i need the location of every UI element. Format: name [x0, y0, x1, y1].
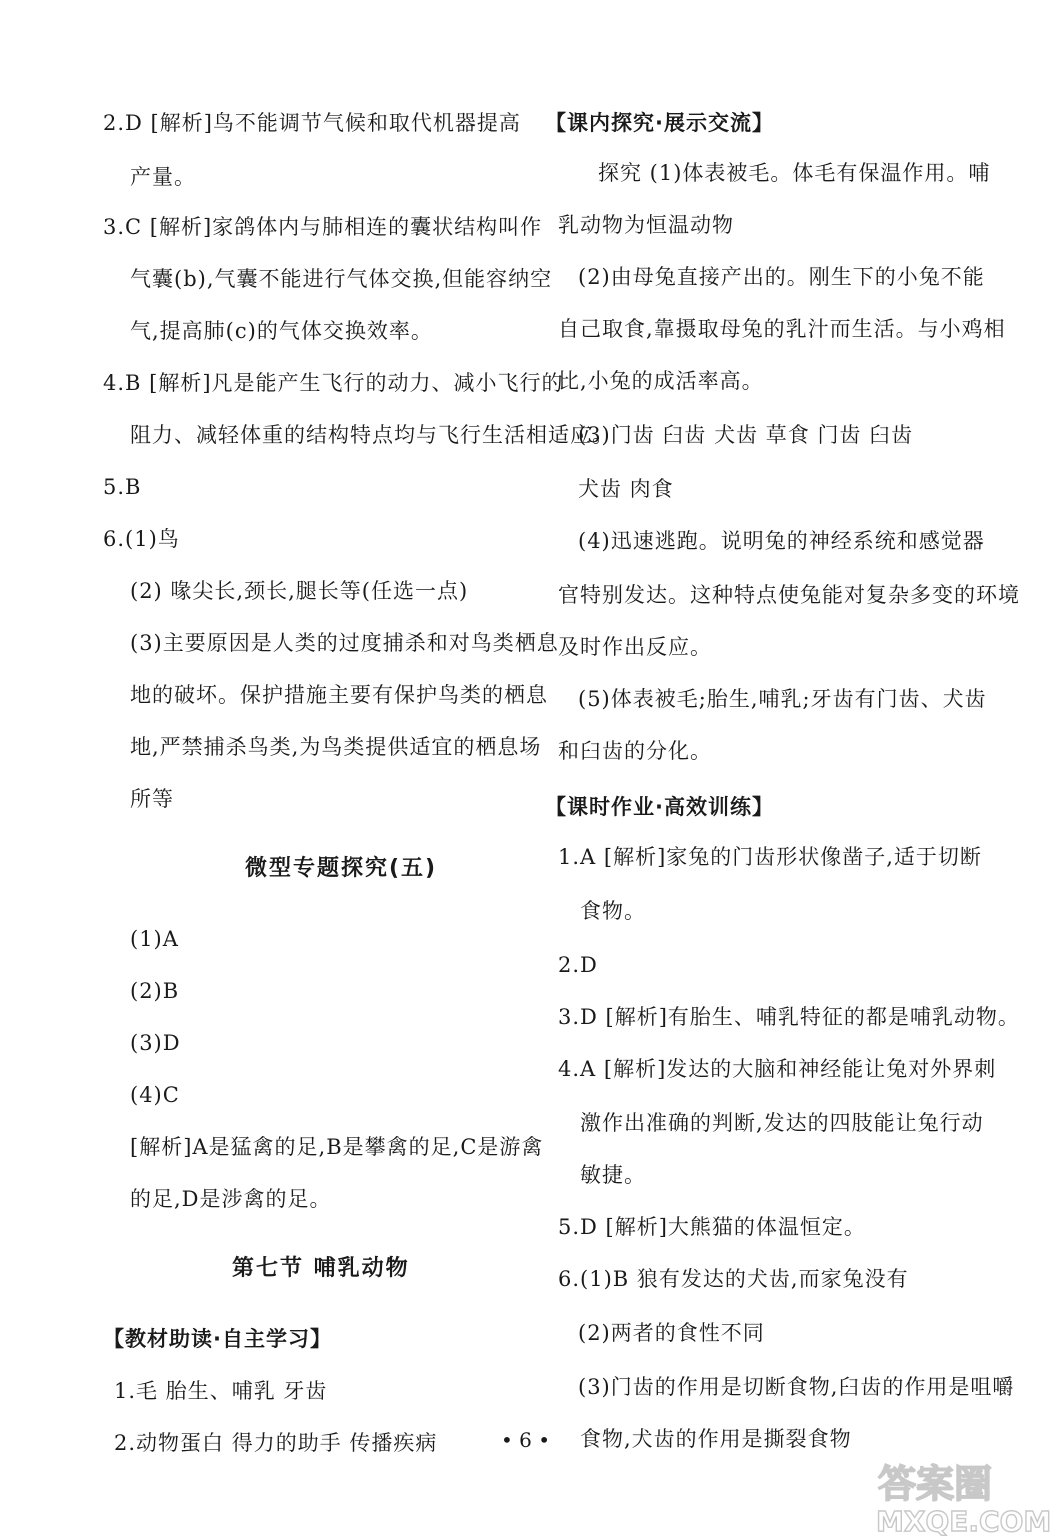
- answer-3-cont-2: 气,提高肺(c)的气体交换效率。: [130, 319, 433, 343]
- inquiry-4-cont-1: 官特别发达。这种特点使兔能对复杂多变的环境: [558, 583, 1020, 607]
- watermark-logo: [868, 1455, 1051, 1536]
- micro-analysis-cont: 的足,D是涉禽的足。: [130, 1187, 332, 1211]
- homework-5: 5.D [解析]大熊猫的体温恒定。: [558, 1215, 866, 1239]
- reading-answer-2: 2.动物蛋白 得力的助手 传播疾病: [114, 1431, 438, 1455]
- inquiry-3: (3)门齿 臼齿 犬齿 草食 门齿 臼齿: [578, 423, 914, 447]
- inquiry-5-cont: 和臼齿的分化。: [558, 739, 712, 763]
- watermark-top-text: 答案圈: [878, 1462, 993, 1506]
- homework-6-3-cont: 食物,犬齿的作用是撕裂食物: [580, 1427, 852, 1451]
- inquiry-2-cont-1: 自己取食,靠摄取母兔的乳汁而生活。与小鸡相: [558, 317, 1006, 341]
- inquiry-2: (2)由母兔直接产出的。刚生下的小兔不能: [578, 265, 985, 289]
- answer-2-cont: 产量。: [130, 165, 196, 189]
- answer-6-3-cont-3: 所等: [130, 787, 174, 811]
- inquiry-3-cont: 犬齿 肉食: [578, 477, 674, 501]
- answer-3-cont-1: 气囊(b),气囊不能进行气体交换,但能容纳空: [130, 267, 553, 291]
- answer-6-3-cont-2: 地,严禁捕杀鸟类,为鸟类提供适宜的栖息场: [130, 735, 542, 759]
- answer-6-2: (2) 喙尖长,颈长,腿长等(任选一点): [130, 579, 469, 603]
- heading-homework: 【课时作业·高效训练】: [545, 795, 774, 819]
- homework-3: 3.D [解析]有胎生、哺乳特征的都是哺乳动物。: [558, 1005, 1020, 1029]
- micro-answer-1: (1)A: [130, 927, 179, 951]
- reading-answer-1: 1.毛 胎生、哺乳 牙齿: [114, 1379, 328, 1403]
- homework-2: 2.D: [558, 953, 598, 977]
- micro-answer-3: (3)D: [130, 1031, 181, 1055]
- answer-6-3-cont-1: 地的破坏。保护措施主要有保护鸟类的栖息: [130, 683, 548, 707]
- answer-5: 5.B: [103, 475, 142, 499]
- section-title-mammals: 第七节 哺乳动物: [232, 1256, 410, 1281]
- homework-6-2: (2)两者的食性不同: [578, 1321, 765, 1345]
- homework-4-cont-1: 激作出准确的判断,发达的四肢能让兔行动: [580, 1111, 984, 1135]
- inquiry-1: 探究 (1)体表被毛。体毛有保温作用。哺: [598, 161, 991, 185]
- inquiry-1-cont: 乳动物为恒温动物: [558, 213, 734, 237]
- homework-6-3: (3)门齿的作用是切断食物,臼齿的作用是咀嚼: [578, 1375, 1015, 1399]
- micro-answer-2: (2)B: [130, 979, 180, 1003]
- homework-4: 4.A [解析]发达的大脑和神经能让兔对外界刺: [558, 1057, 997, 1081]
- homework-1: 1.A [解析]家兔的门齿形状像凿子,适于切断: [558, 845, 982, 869]
- watermark-bottom-text: MXQE.COM: [876, 1505, 1051, 1536]
- heading-in-class-inquiry: 【课内探究·展示交流】: [545, 111, 774, 135]
- section-title-micro: 微型专题探究(五): [245, 856, 438, 881]
- inquiry-4-cont-2: 及时作出反应。: [558, 635, 712, 659]
- answer-6-1: 6.(1)鸟: [103, 527, 180, 551]
- homework-1-cont: 食物。: [580, 899, 646, 923]
- inquiry-4: (4)迅速逃跑。说明兔的神经系统和感觉器: [578, 529, 985, 553]
- answer-3: 3.C [解析]家鸽体内与肺相连的囊状结构叫作: [103, 215, 543, 239]
- homework-4-cont-2: 敏捷。: [580, 1163, 646, 1187]
- homework-6-1: 6.(1)B 狼有发达的犬齿,而家兔没有: [558, 1267, 909, 1291]
- page-number: • 6 •: [500, 1428, 551, 1452]
- heading-textbook-reading: 【教材助读·自主学习】: [103, 1327, 332, 1351]
- micro-analysis: [解析]A是猛禽的足,B是攀禽的足,C是游禽: [130, 1135, 544, 1159]
- answer-2: 2.D [解析]鸟不能调节气候和取代机器提高: [103, 111, 521, 135]
- inquiry-2-cont-2: 比,小兔的成活率高。: [558, 369, 764, 393]
- answer-4-cont: 阻力、减轻体重的结构特点均与飞行生活相适应。: [130, 423, 614, 447]
- answer-6-3: (3)主要原因是人类的过度捕杀和对鸟类栖息: [130, 631, 559, 655]
- inquiry-5: (5)体表被毛;胎生,哺乳;牙齿有门齿、犬齿: [578, 687, 987, 711]
- micro-answer-4: (4)C: [130, 1083, 180, 1107]
- answer-4: 4.B [解析]凡是能产生飞行的动力、减小飞行的: [103, 371, 564, 395]
